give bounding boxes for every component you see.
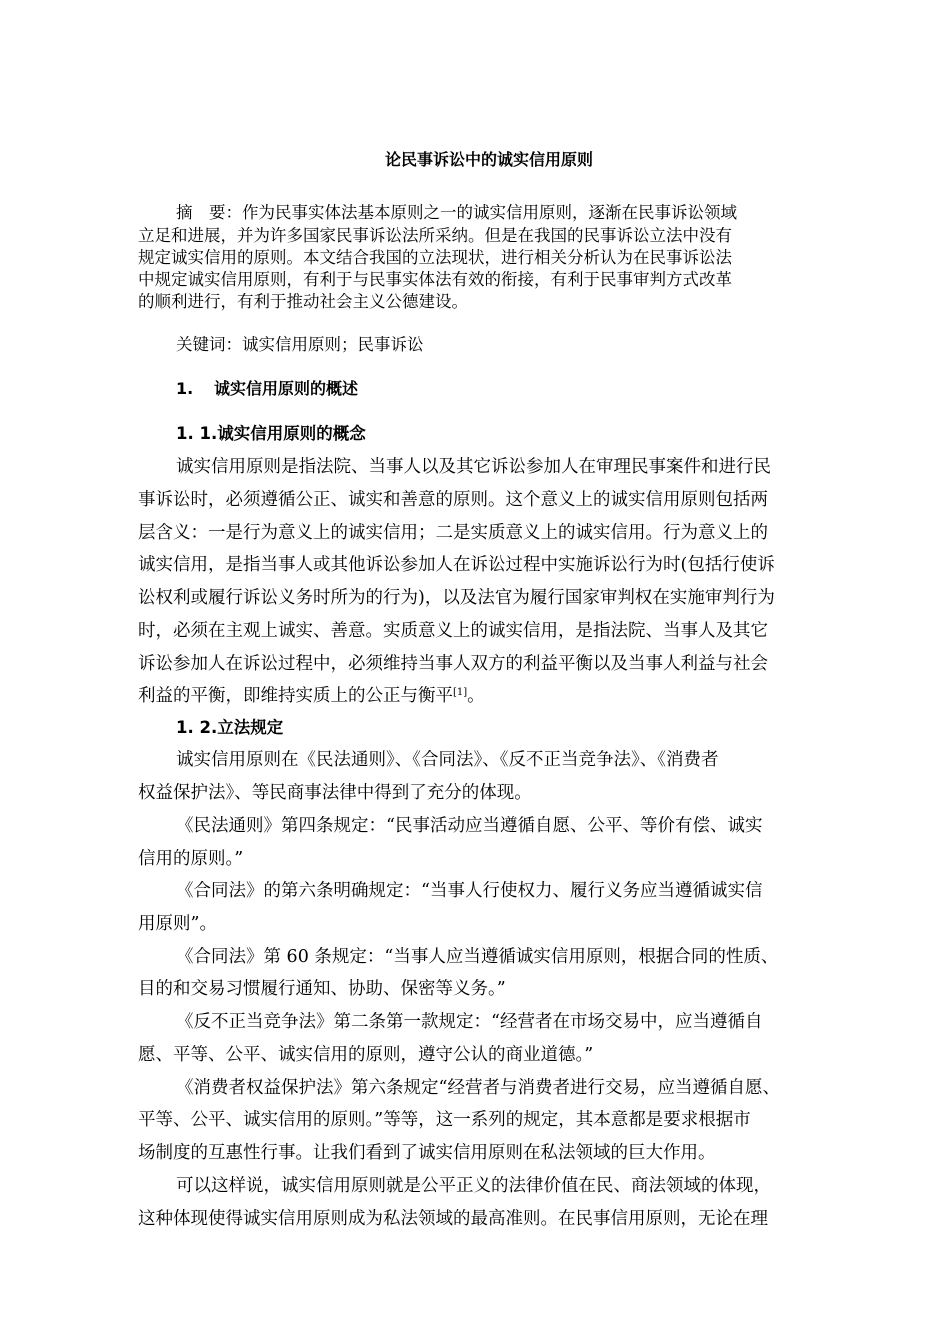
keywords [176, 335, 424, 355]
body-line: 《民法通则》第四条规定：“民事活动应当遵循自愿、公平、等价有偿、诚实 [176, 816, 763, 836]
section-1-1-heading [176, 424, 366, 444]
body-line: 目的和交易习惯履行通知、协助、保密等义务。” [138, 979, 506, 999]
citation-ref: [1] [453, 687, 468, 698]
body-line: 权益保护法》、等民商事法律中得到了充分的体现。 [138, 783, 532, 803]
body-line: 诚实信用，是指当事人或其他诉讼参加人在诉讼过程中实施诉讼行为时(包括行使诉 [138, 555, 775, 575]
body-line: 讼权利或履行诉讼义务时所为的行为)，以及法官为履行国家审判权在实施审判行为 [138, 588, 775, 608]
body-line: 平等、公平、诚实信用的原则。”等等，这一系列的规定，其本意都是要求根据市 [138, 1110, 751, 1130]
body-line: 《合同法》的第六条明确规定：“当事人行使权力、履行义务应当遵循诚实信 [176, 881, 763, 901]
section-1-number: 1. [176, 379, 194, 398]
section-1-2-title: 立法规定 [217, 718, 284, 737]
section-1-heading [176, 379, 358, 399]
section-1-2-heading [176, 718, 283, 738]
body-line: 这种体现使得诚实信用原则成为私法领域的最高准则。在民事信用原则，无论在理 [138, 1209, 768, 1229]
body-line: 信用的原则。” [138, 849, 244, 869]
body-line: 可以这样说，诚实信用原则就是公平正义的法律价值在民、商法领域的体现， [176, 1176, 771, 1196]
abstract-label: 摘 要： [176, 203, 242, 222]
abstract-line-2: 立足和进展，并为许多国家民事诉讼法所采纳。但是在我国的民事诉讼立法中没有 [138, 226, 732, 245]
document-title: 论民事诉讼中的诚实信用原则 [385, 150, 594, 169]
abstract-line-4: 中规定诚实信用原则，有利于与民事实体法有效的衔接，有利于民事审判方式改革 [138, 270, 732, 289]
body-line: 《反不正当竞争法》第二条第一款规定：“经营者在市场交易中，应当遵循自 [176, 1012, 763, 1032]
keywords-label: 关键词： [176, 335, 242, 354]
body-line: 诉讼参加人在诉讼过程中，必须维持当事人双方的利益平衡以及当事人利益与社会 [138, 654, 768, 674]
section-1-title: 诚实信用原则的概述 [214, 379, 359, 398]
body-line: 《消费者权益保护法》第六条规定“经营者与消费者进行交易，应当遵循自愿、 [176, 1078, 780, 1098]
body-line: 诚实信用原则是指法院、当事人以及其它诉讼参加人在审理民事案件和进行民 [176, 457, 771, 477]
body-line: 事诉讼时，必须遵循公正、诚实和善意的原则。这个意义上的诚实信用原则包括两 [138, 490, 768, 510]
body-line: 《合同法》第 60 条规定：“当事人应当遵循诚实信用原则，根据合同的性质、 [176, 947, 779, 967]
abstract-line-1: 摘 要：作为民事实体法基本原则之一的诚实信用原则，逐渐在民事诉讼领域 [176, 203, 737, 222]
abstract-line-5: 的顺利进行，有利于推动社会主义公德建设。 [138, 292, 468, 311]
body-line: 诚实信用原则在《民法通则》、《合同法》、《反不正当竞争法》、《消费者 [176, 750, 719, 770]
section-1-1-number: 1. 1. [176, 424, 218, 443]
abstract-line-3: 规定诚实信用的原则。本文结合我国的立法现状，进行相关分析认为在民事诉讼法 [138, 248, 732, 267]
section-1-1-title: 诚实信用原则的概念 [217, 424, 366, 443]
body-line: 层含义：一是行为意义上的诚实信用；二是实质意义上的诚实信用。行为意义上的 [138, 523, 768, 543]
body-line: 用原则”。 [138, 914, 217, 934]
body-line: 愿、平等、公平、诚实信用的原则，遵守公认的商业道德。” [138, 1045, 594, 1065]
body-line: 时，必须在主观上诚实、善意。实质意义上的诚实信用，是指法院、当事人及其它 [138, 621, 768, 641]
body-line: 利益的平衡，即维持实质上的公正与衡平[1]。 [138, 686, 485, 706]
keywords-text: 诚实信用原则；民事诉讼 [242, 335, 424, 354]
body-line: 场制度的互惠性行事。让我们看到了诚实信用原则在私法领域的巨大作用。 [138, 1143, 716, 1163]
section-1-2-number: 1. 2. [176, 718, 218, 737]
